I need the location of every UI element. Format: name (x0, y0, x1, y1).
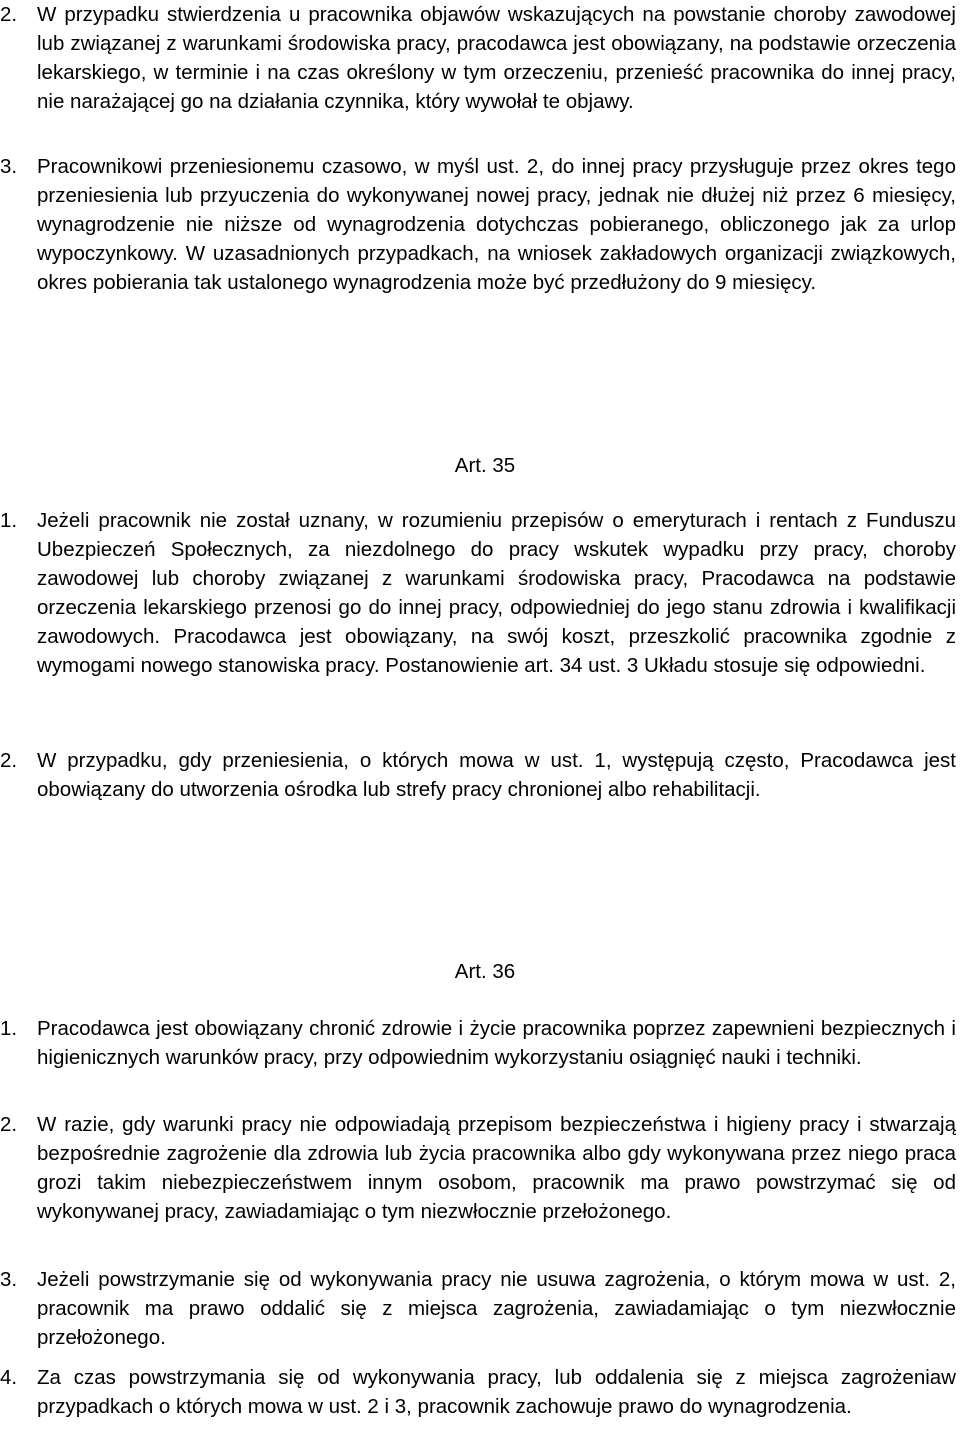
paragraph-text: Jeżeli pracownik nie został uznany, w rozumieniu przepisów o emeryturach i rentach z Funduszu Ubezpieczeń Społecznych, za niezdolnego do pracy wskutek wypadku przy pracy, choroby zawodowej lub choroby związanej z warunkami środowiska pracy, Pracodawca na podstawie orzeczenia lekarskiego przenosi go do innej pracy, odpowiedniej do jego stanu zdrowia i kwalifikacji zawodowych. Pracodawca jest obowiązany, na swój koszt, przeszkolić pracownika zgodnie z wymogami nowego stanowiska pracy. Postanowienie art. 34 ust. 3 Układu stosuje się odpowiedni. (37, 509, 956, 677)
article-34-continuation (0, 0, 956, 116)
paragraph-number: 3. (0, 155, 18, 178)
paragraph-text: Pracodawca jest obowiązany chronić zdrowie i życie pracownika poprzez zapewnieni bezpiecznych i higienicznych warunków pracy, przy odpowiednim wykorzystaniu osiągnięć nauki i techniki. (37, 1017, 956, 1069)
paragraph-item (0, 152, 956, 297)
paragraph-text: Pracownikowi przeniesionemu czasowo, w myśl ust. 2, do innej pracy przysługuje przez okres tego przeniesienia lub przyuczenia do wykonywanej nowej pracy, jednak nie dłużej niż przez 6 miesięcy, wynagrodzenie nie niższe od wynagrodzenia dotychczas pobieranego, obliczonego jak za urlop wypoczynkowy. W uzasadnionych przypadkach, na wniosek zakładowych organizacji związkowych, okres pobierania tak ustalonego wynagrodzenia może być przedłużony do 9 miesięcy. (37, 155, 956, 294)
paragraph-number: 4. (0, 1366, 18, 1389)
paragraph-text: Za czas powstrzymania się od wykonywania pracy, lub oddalenia się z miejsca zagrożeniaw przypadkach o których mowa w ust. 2 i 3, pracownik zachowuje prawo do wynagrodzenia. (37, 1366, 956, 1418)
article-35-para-1 (0, 506, 956, 680)
paragraph-number: 2. (0, 1113, 18, 1136)
paragraph-text: W razie, gdy warunki pracy nie odpowiadają przepisom bezpieczeństwa i higieny pracy i stwarzają bezpośrednie zagrożenie dla zdrowia lub życia pracownika albo gdy wykonywana przez niego praca grozi takim niebezpieczeństwem innym osobom, pracownik ma prawo powstrzymać się od wykonywanej pracy, zawiadamiając o tym niezwłocznie przełożonego. (37, 1113, 956, 1223)
article-34-continuation-2 (0, 152, 956, 297)
article-36-para-1 (0, 1014, 956, 1072)
article-heading: Art. 36 (454, 960, 516, 983)
article-35-para-2 (0, 746, 956, 804)
paragraph-text: Jeżeli powstrzymanie się od wykonywania pracy nie usuwa zagrożenia, o którym mowa w ust. 2, pracownik ma prawo oddalić się z miejsca zagrożenia, zawiadamiając o tym niezwłocznie przełożonego. (37, 1268, 956, 1349)
paragraph-item (0, 1265, 956, 1352)
paragraph-number: 2. (0, 3, 18, 26)
paragraph-number: 1. (0, 1017, 18, 1040)
article-36-para-4 (0, 1363, 956, 1421)
paragraph-item (0, 1014, 956, 1072)
paragraph-item (0, 746, 956, 804)
paragraph-item (0, 1110, 956, 1226)
paragraph-item (0, 1363, 956, 1421)
paragraph-item (0, 0, 956, 116)
article-36-para-2 (0, 1110, 956, 1226)
paragraph-number: 3. (0, 1268, 18, 1291)
paragraph-number: 1. (0, 509, 18, 532)
paragraph-text: W przypadku, gdy przeniesienia, o których mowa w ust. 1, występują często, Pracodawca jest obowiązany do utworzenia ośrodka lub strefy pracy chronionej albo rehabilitacji. (37, 749, 956, 801)
paragraph-item (0, 506, 956, 680)
paragraph-text: W przypadku stwierdzenia u pracownika objawów wskazujących na powstanie choroby zawodowej lub związanej z warunkami środowiska pracy, pracodawca jest obowiązany, na podstawie orzeczenia lekarskiego, w terminie i na czas określony w tym orzeczeniu, przenieść pracownika do innej pracy, nie narażającej go na działania czynnika, który wywołał te objawy. (37, 3, 956, 113)
article-heading: Art. 35 (454, 454, 516, 477)
paragraph-number: 2. (0, 749, 18, 772)
article-36-para-3 (0, 1265, 956, 1352)
